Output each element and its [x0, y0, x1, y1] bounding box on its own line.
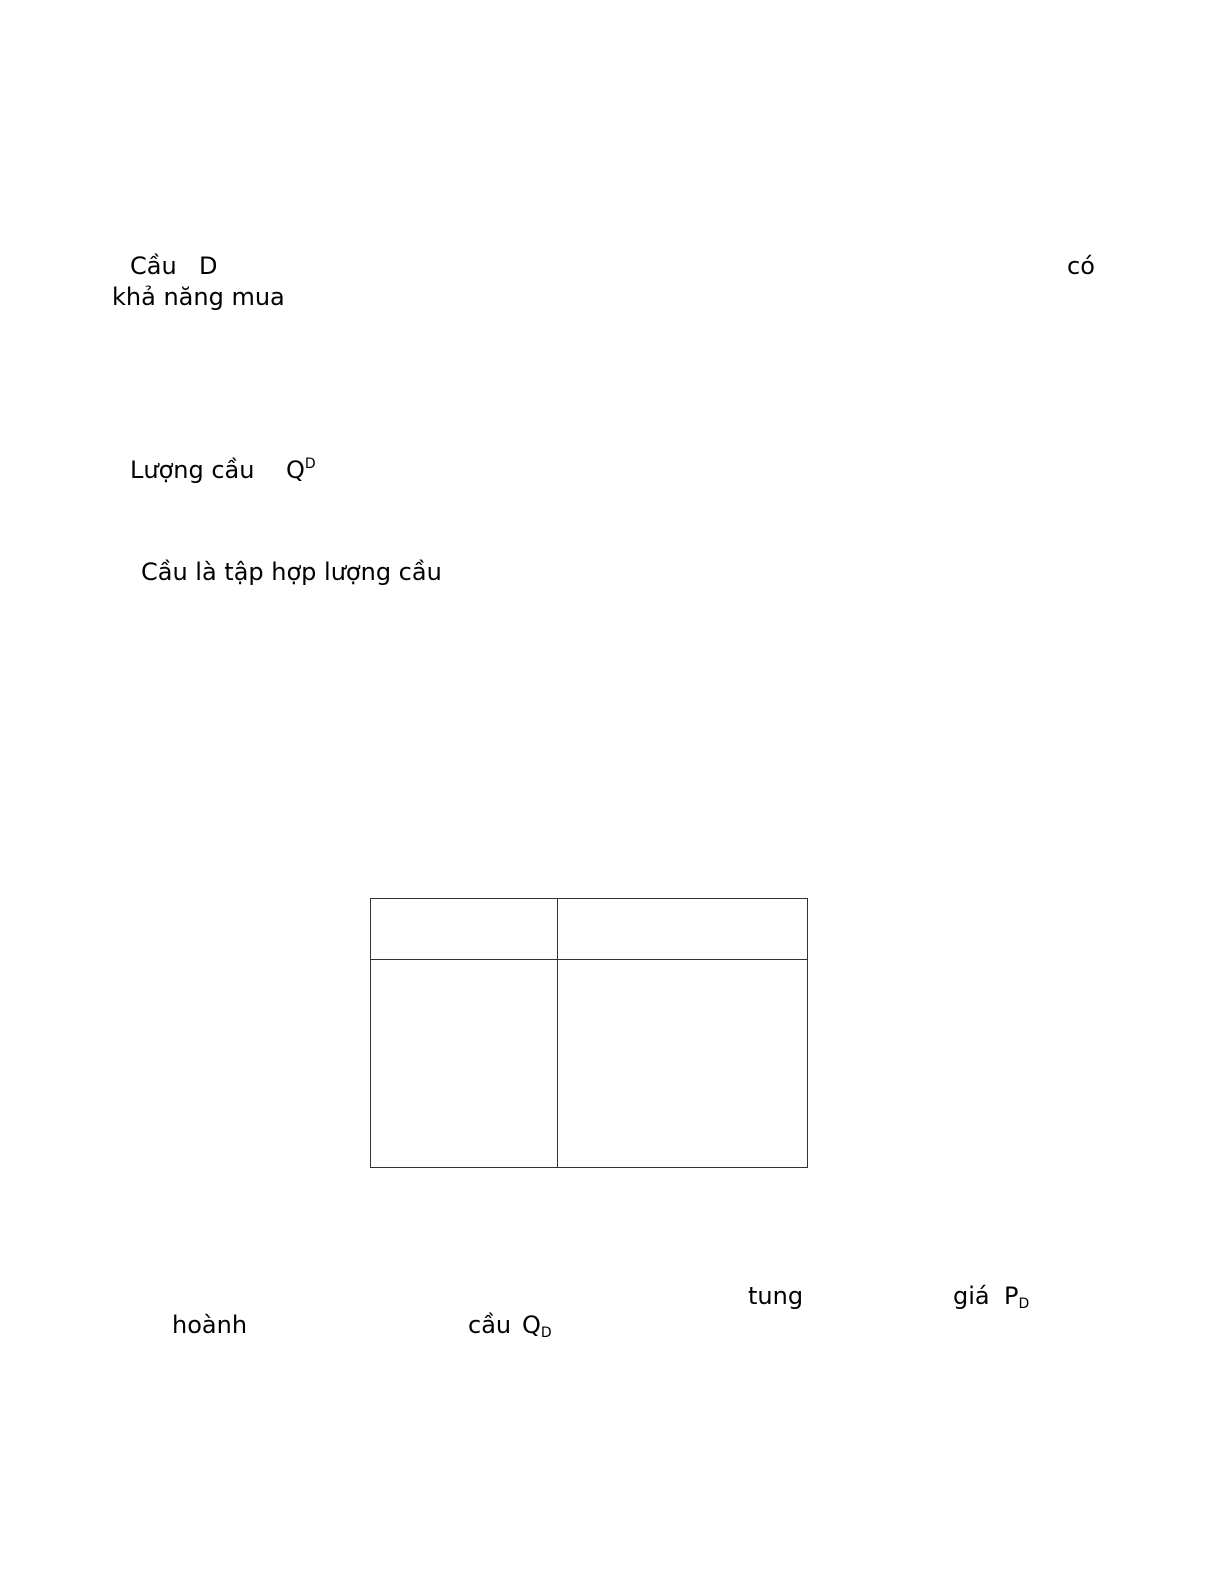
demand-word-co: có	[1067, 252, 1095, 280]
quantity-superscript: D	[304, 456, 316, 472]
demand-line2: khả năng mua	[112, 283, 285, 311]
demand-symbol: D	[199, 252, 218, 280]
axis-word-tung: tung	[748, 1282, 804, 1310]
table-header-cell	[371, 899, 558, 960]
price-subscript: D	[1018, 1296, 1030, 1312]
quantity-axis-symbol: Q	[522, 1311, 541, 1339]
axis-word-hoanh: hoành	[172, 1311, 248, 1339]
price-symbol: P	[1004, 1282, 1019, 1310]
axis-word-gia: giá	[953, 1282, 990, 1310]
table-cell	[371, 960, 558, 1168]
table-header-cell	[558, 899, 808, 960]
demand-definition: Cầu là tập hợp lượng cầu	[141, 558, 442, 586]
quantity-term: Lượng cầu	[130, 456, 255, 484]
quantity-axis-symbol-group	[522, 1311, 552, 1343]
axis-word-cau: cầu	[468, 1311, 512, 1339]
quantity-axis-subscript: D	[540, 1325, 552, 1341]
quantity-symbol-group	[286, 456, 316, 488]
price-symbol-group	[1004, 1282, 1029, 1314]
quantity-symbol: Q	[286, 456, 305, 484]
table-header-row	[371, 899, 808, 960]
demand-table	[370, 898, 808, 1168]
table-row	[371, 960, 808, 1168]
table-cell	[558, 960, 808, 1168]
demand-term: Cầu	[130, 252, 177, 280]
